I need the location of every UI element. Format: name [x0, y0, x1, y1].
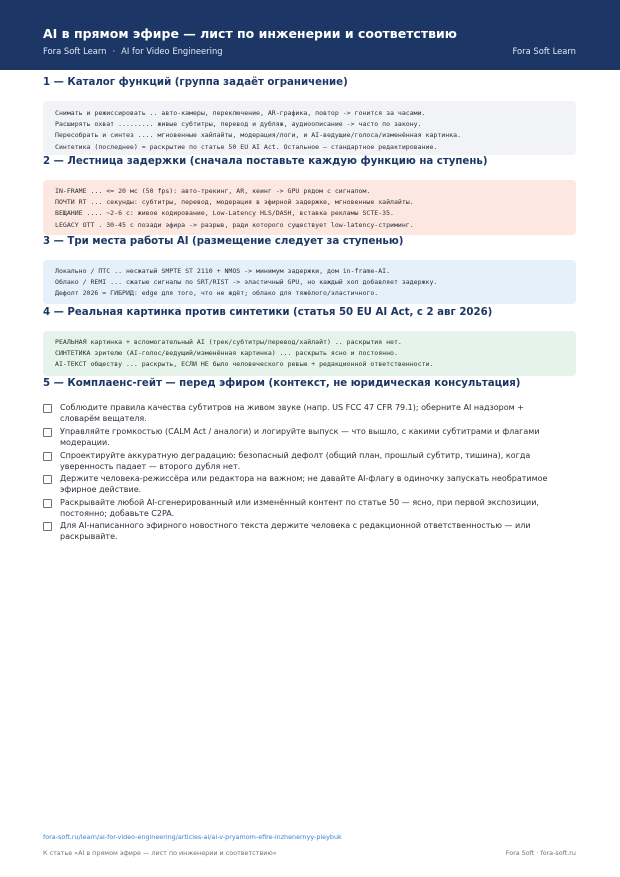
- panel-line: AI-ТЕКСТ обществу ... раскрыть, ЕСЛИ НЕ было человеческого ревью + редакционной ответственности.: [55, 360, 434, 369]
- page-title: AI в прямом эфире — лист по инженерии и соответствию: [43, 26, 457, 41]
- checklist-item-text: [60, 402, 565, 425]
- checklist-line: модерации.: [60, 438, 110, 448]
- panel-line: СИНТЕТИКА зрителю (AI-голос/ведущий/изменённая картинка) ... раскрыть ясно и постоянно.: [55, 349, 398, 358]
- section-3-heading: 3 — Три места работы AI (размещение следует за ступенью): [43, 236, 404, 247]
- section-1-panel: [43, 101, 576, 155]
- checklist-line: Управляйте громкостью (CALM Act / аналоги) и логируйте выпуск — что вышло, с какими субтитрами и флагами: [60, 427, 540, 436]
- panel-line: Локально / ПТС .. несжатый SMPTE ST 2110 + NMOS -> минимум задержки, дом in-frame-AI.: [55, 267, 391, 275]
- checklist-item-text: [60, 473, 565, 496]
- panel-line: LEGACY OTT . 30-45 с позади эфира -> разрыв, ради которого существует low-latency-стриминг.: [55, 220, 414, 229]
- panel-line: Синтетика (последнее) = раскрытие по статье 50 EU AI Act. Остальное — стандартное редактирование.: [55, 142, 438, 151]
- checklist-line: Для AI-написанного эфирного новостного текста держите человека с редакционной ответственностью — или: [60, 521, 531, 530]
- checkbox[interactable]: [43, 522, 52, 531]
- org-name: Fora Soft Learn: [43, 46, 107, 56]
- checklist-item-text: [60, 450, 565, 473]
- course-name: AI for Video Engineering: [121, 46, 223, 56]
- checklist-item-text: [60, 520, 565, 543]
- panel-line: Пересобрать и синтез .... мгновенные хайлайты, модерация/логи, и AI-ведущие/голоса/изменённая картинка.: [55, 131, 461, 140]
- checklist-line: Раскрывайте любой AI-сгенерированный или изменённый контент по статье 50 — ясно, при первой экспозиции,: [60, 498, 539, 507]
- panel-line: ВЕЩАНИЕ .... ~2-6 с: живое кодирование, Low-Latency HLS/DASH, вставка рекламы SCTE-35.: [55, 209, 394, 218]
- panel-line: ПОЧТИ RT ... секунды: субтитры, перевод, модерация в эфирной задержке, мгновенные хайлайты.: [55, 198, 414, 207]
- checkbox[interactable]: [43, 404, 52, 413]
- header-brand: Fora Soft Learn: [512, 46, 576, 56]
- section-4-panel: [43, 331, 576, 376]
- panel-line: РЕАЛЬНАЯ картинка + вспомогательный AI (трек/субтитры/перевод/хайлайт) .. раскрытия нет.: [55, 338, 402, 346]
- header-subtitle: [43, 46, 223, 56]
- footer-brand: Fora Soft · fora-soft.ru: [505, 849, 576, 857]
- checklist-line: словарём вещателя.: [60, 414, 147, 424]
- checklist-line: Спроектируйте аккуратную деградацию: безопасный дефолт (общий план, прошлый субтитр, тишина), когда: [60, 451, 531, 460]
- source-link[interactable]: fora-soft.ru/learn/ai-for-video-engineering/articles-ai/ai-v-pryamom-efire-inzhenernyy-pleybuk: [43, 833, 342, 841]
- panel-line: Снимать и режиссировать .. авто-камеры, переключение, AR-графика, повтор -> гонится за часами.: [55, 109, 426, 117]
- checklist-line: раскрывайте.: [60, 532, 118, 542]
- checkbox[interactable]: [43, 452, 52, 461]
- checkbox[interactable]: [43, 428, 52, 437]
- checklist-item-text: [60, 426, 565, 449]
- section-2-heading: 2 — Лестница задержки (сначала поставьте каждую функцию на ступень): [43, 156, 488, 167]
- panel-line: Облако / REMI ... сжатые сигналы по SRT/RIST -> эластичный GPU, но каждый хоп добавляет задержку.: [55, 278, 438, 287]
- panel-line: IN-FRAME ... <= 20 мс (50 fps): авто-трекинг, AR, кеинг -> GPU рядом с сигналом.: [55, 187, 371, 195]
- checklist-line: Держите человека-режиссёра или редактора на важном; не давайте AI-флагу в одиночку запускать необратимое: [60, 474, 548, 483]
- section-1-heading: 1 — Каталог функций (группа задаёт ограничение): [43, 77, 348, 88]
- section-2-panel: [43, 180, 576, 235]
- checkbox[interactable]: [43, 475, 52, 484]
- checkbox[interactable]: [43, 499, 52, 508]
- separator-dot: ·: [112, 46, 116, 56]
- checklist-line: постоянно; добавьте C2PA.: [60, 509, 175, 519]
- checklist-line: эфирное действие.: [60, 485, 142, 495]
- footer-caption: К статье «AI в прямом эфире — лист по инженерии и соответствию»: [43, 849, 277, 857]
- checklist-line: Соблюдите правила качества субтитров на живом звуке (напр. US FCC 47 CFR 79.1); оберните AI надзором +: [60, 403, 524, 412]
- page-header: [0, 0, 620, 70]
- section-4-heading: 4 — Реальная картинка против синтетики (статья 50 EU AI Act, с 2 авг 2026): [43, 307, 493, 318]
- panel-line: Дефолт 2026 = ГИБРИД: edge для того, что не ждёт; облако для тяжёлого/эластичного.: [55, 289, 379, 298]
- checklist-item-text: [60, 497, 565, 520]
- checklist-line: уверенность падает — второго дубля нет.: [60, 462, 241, 472]
- section-3-panel: [43, 260, 576, 304]
- section-5-heading: 5 — Комплаенс-гейт — перед эфиром (контекст, не юридическая консультация): [43, 378, 521, 389]
- panel-line: Расширять охват ......... живые субтитры, перевод и дубляж, аудиоописание -> часто по закону.: [55, 120, 422, 129]
